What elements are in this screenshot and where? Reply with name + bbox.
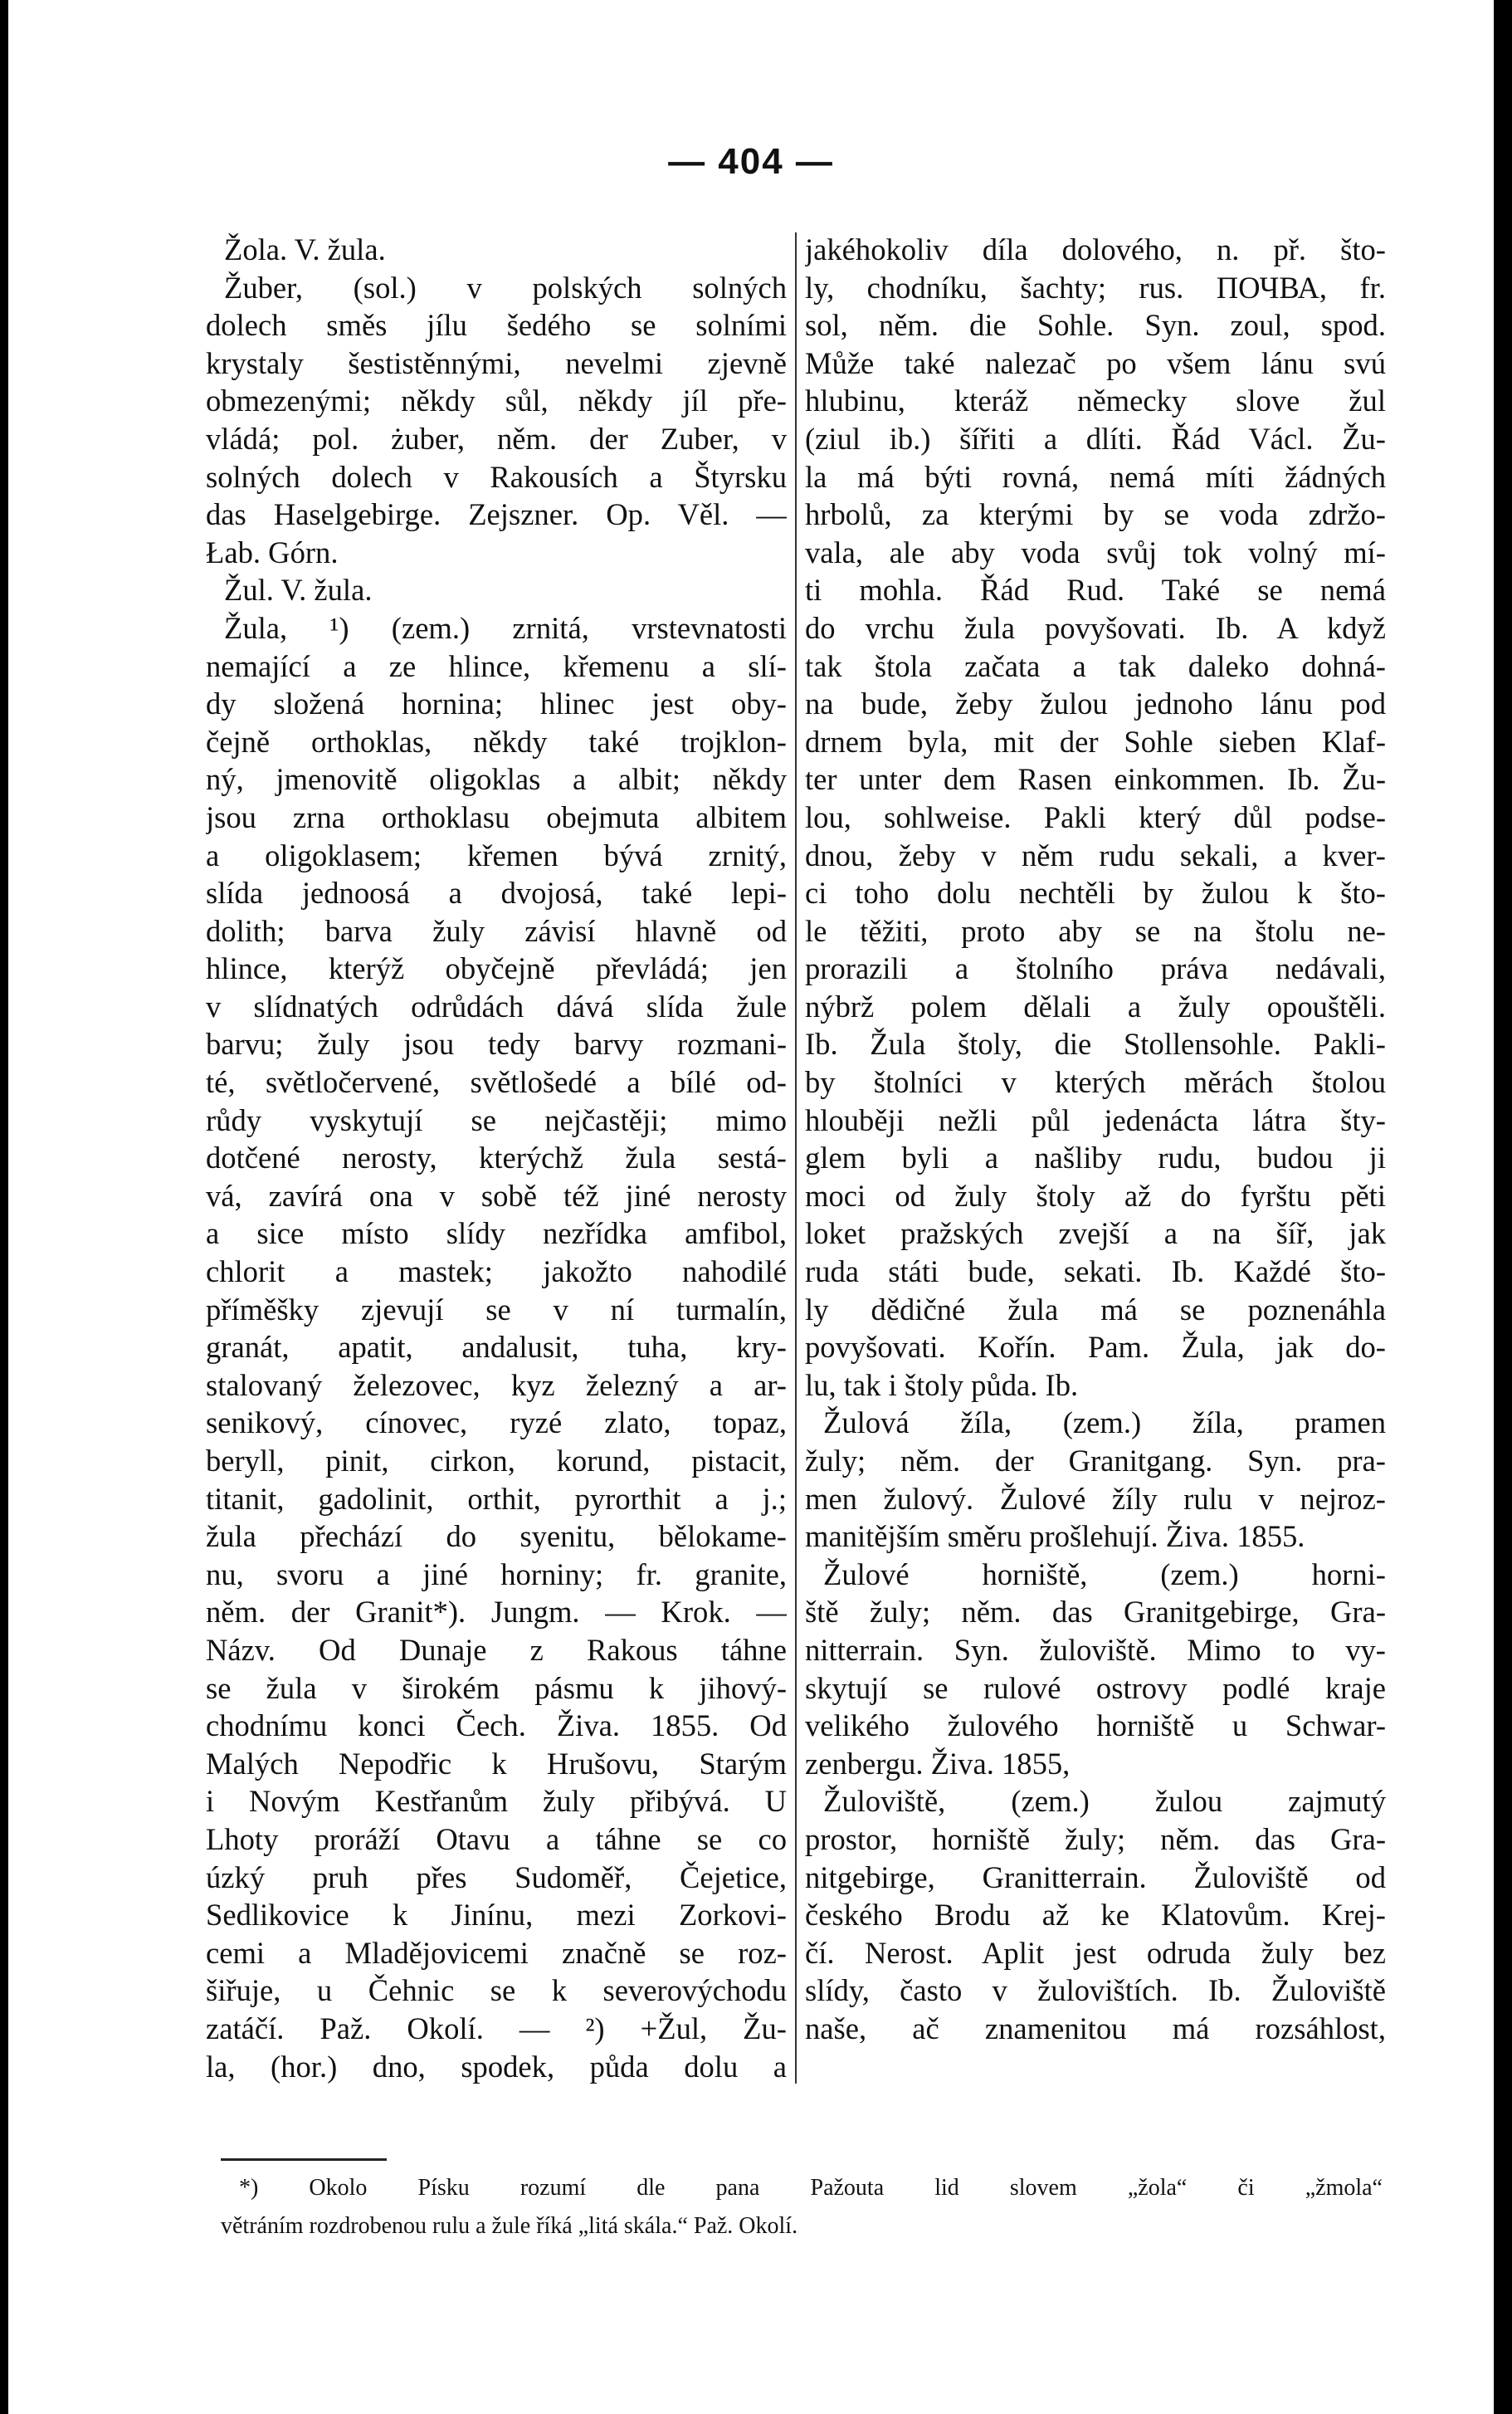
text-line: solných dolech v Rakousích a Štyrsku <box>206 459 787 494</box>
text-line: a sice místo slídy nezřídka amfibol, <box>206 1216 787 1251</box>
text-line: tak štola začata a tak daleko dohná- <box>805 648 1386 683</box>
text-line: a oligoklasem; křemen bývá zrnitý, <box>206 838 787 872</box>
footnote-rule <box>221 2158 387 2161</box>
text-line: i Novým Kestřanům žuly přibývá. U <box>206 1784 787 1819</box>
text-line: Žulová žíla, (zem.) žíla, pramen <box>823 1405 1386 1440</box>
text-line: hlouběji nežli půl jedenácta látra šty- <box>805 1102 1386 1137</box>
text-line: ti mohla. Řád Rud. Také se nemá <box>805 573 1386 608</box>
text-line: prostor, horniště žuly; něm. das Gra- <box>805 1821 1386 1856</box>
text-line: Žola. V. žula. <box>224 232 386 266</box>
text-line: chlorit a mastek; jakožto nahodilé <box>206 1254 787 1289</box>
text-line: moci od žuly štoly až do fyrštu pěti <box>805 1178 1386 1213</box>
text-line: vala, ale aby voda svůj tok volný mí- <box>805 535 1386 569</box>
text-line: cemi a Mladějovicemi značně se roz- <box>206 1935 787 1970</box>
footnote <box>221 2170 1383 2245</box>
text-line: té, světločervené, světlošedé a bílé od- <box>206 1065 787 1100</box>
text-line: (ziul ib.) šířiti a dlíti. Řád Václ. Žu- <box>805 421 1386 456</box>
text-line: v slídnatých odrůdách dává slída žule <box>206 989 787 1024</box>
text-line: ný, jmenovitě oligoklas a albit; někdy <box>206 762 787 797</box>
text-line: das Haselgebirge. Zejszner. Op. Věl. — <box>206 497 787 532</box>
footnote-line: *) Okolo Písku rozumí dle pana Pažouta lid slovem „žola“ či „žmola“ <box>239 2175 1383 2201</box>
text-line: beryll, pinit, cirkon, korund, pistacit, <box>206 1444 787 1478</box>
column-divider <box>795 232 797 2084</box>
text-line: něm. der Granit*). Jungm. — Krok. — <box>206 1595 787 1630</box>
text-line: chodnímu konci Čech. Živa. 1855. Od <box>206 1708 787 1743</box>
text-line: la, (hor.) dno, spodek, půda dolu a <box>206 2049 787 2084</box>
text-line: loket pražských zvejší a na šíř, jak <box>805 1216 1386 1251</box>
text-line: růdy vyskytují se nejčastěji; mimo <box>206 1102 787 1137</box>
text-line: obmezenými; někdy sůl, někdy jíl pře- <box>206 384 787 418</box>
text-line: Sedlikovice k Jinínu, mezi Zorkovi- <box>206 1898 787 1933</box>
text-line: českého Brodu až ke Klatovům. Krej- <box>805 1898 1386 1933</box>
text-line: žula přechází do syenitu, bělokame- <box>206 1519 787 1554</box>
text-line: men žulový. Žulové žíly rulu v nejroz- <box>805 1481 1386 1516</box>
page-number: — 404 — <box>668 141 834 182</box>
text-line: le těžiti, proto aby se na štolu ne- <box>805 913 1386 948</box>
text-line: vá, zavírá ona v sobě též jiné nerosty <box>206 1178 787 1213</box>
text-line: nemající a ze hlince, křemenu a slí- <box>206 648 787 683</box>
text-line: dotčené nerosty, kterýchž žula sestá- <box>206 1141 787 1175</box>
text-line: zatáčí. Paž. Okolí. — ²) +Žul, Žu- <box>206 2011 787 2045</box>
text-line: manitějším směru prošlehují. Živa. 1855. <box>805 1519 1305 1554</box>
text-line: čejně orthoklas, někdy také trojklon- <box>206 724 787 759</box>
text-line: dnou, žeby v něm rudu sekali, a kver- <box>805 838 1386 872</box>
text-line: lu, tak i štoly půda. Ib. <box>805 1367 1079 1402</box>
text-line: titanit, gadolinit, orthit, pyrorthit a j.; <box>206 1481 787 1516</box>
right-column <box>805 231 1386 2048</box>
text-line: Názv. Od Dunaje z Rakous táhne <box>206 1632 787 1667</box>
text-line: ter unter dem Rasen einkommen. Ib. Žu- <box>805 762 1386 797</box>
text-line: Žula, ¹) (zem.) zrnitá, vrstevnatosti <box>224 610 787 645</box>
text-line: hrbolů, za kterými by se voda zdržo- <box>805 497 1386 532</box>
text-line: velikého žulového horniště u Schwar- <box>805 1708 1386 1743</box>
text-line: Malých Nepodřic k Hrušovu, Starým <box>206 1746 787 1781</box>
text-line: jsou zrna orthoklasu obejmuta albitem <box>206 799 787 834</box>
text-line: nitgebirge, Granitterrain. Žuloviště od <box>805 1859 1386 1894</box>
text-line: dy složená hornina; hlinec jest oby- <box>206 687 787 721</box>
text-line: nýbrž polem dělali a žuly opouštěli. <box>805 989 1386 1024</box>
text-line: by štolníci v kterých měrách štolou <box>805 1065 1386 1100</box>
text-line: úzký pruh přes Sudoměř, Čejetice, <box>206 1859 787 1894</box>
text-line: jakéhokoliv díla dolového, n. př. što- <box>805 232 1386 266</box>
text-line: se žula v širokém pásmu k jihový- <box>206 1670 787 1705</box>
text-line: skytují se rulové ostrovy podlé kraje <box>805 1670 1386 1705</box>
text-line: ště žuly; něm. das Granitgebirge, Gra- <box>805 1595 1386 1630</box>
left-column <box>206 231 787 2085</box>
text-line: na bude, žeby žulou jednoho lánu pod <box>805 687 1386 721</box>
text-line: ly, chodníku, šachty; rus. ПОЧВА, fr. <box>805 270 1386 305</box>
text-line: Łab. Górn. <box>206 535 339 569</box>
text-line: Může také nalezač po všem lánu svú <box>805 345 1386 380</box>
text-line: krystaly šestistěnnými, nevelmi zjevně <box>206 345 787 380</box>
text-line: vládá; pol. żuber, něm. der Zuber, v <box>206 421 787 456</box>
text-line: ci toho dolu nechtěli by žulou k što- <box>805 876 1386 911</box>
text-line: ruda státi bude, sekati. Ib. Každé što- <box>805 1254 1386 1289</box>
text-line: nitterrain. Syn. žuloviště. Mimo to vy- <box>805 1632 1386 1667</box>
text-line: Žuloviště, (zem.) žulou zajmutý <box>823 1784 1386 1819</box>
text-line: prorazili a štolního práva nedávali, <box>805 951 1386 986</box>
text-line: barvu; žuly jsou tedy barvy rozmani- <box>206 1027 787 1062</box>
text-line: ly dědičné žula má se poznenáhla <box>805 1292 1386 1327</box>
text-line: sol, něm. die Sohle. Syn. zoul, spod. <box>805 308 1386 343</box>
text-line: do vrchu žula povyšovati. Ib. A když <box>805 610 1386 645</box>
text-line: naše, ač znamenitou má rozsáhlost, <box>805 2011 1386 2045</box>
text-line: dolith; barva žuly závisí hlavně od <box>206 913 787 948</box>
text-line: Ib. Žula štoly, die Stollensohle. Pakli- <box>805 1027 1386 1062</box>
text-line: nu, svoru a jiné horniny; fr. granite, <box>206 1556 787 1591</box>
text-line: Žuber, (sol.) v polských solných <box>224 270 787 305</box>
text-line: stalovaný železovec, kyz železný a ar- <box>206 1367 787 1402</box>
text-line: dolech směs jílu šedého se solními <box>206 308 787 343</box>
text-line: žuly; něm. der Granitgang. Syn. pra- <box>805 1444 1386 1478</box>
text-line: Lhoty proráží Otavu a táhne se co <box>206 1821 787 1856</box>
text-line: la má býti rovná, nemá míti žádných <box>805 459 1386 494</box>
text-line: glem byli a našliby rudu, budou ji <box>805 1141 1386 1175</box>
text-line: zenbergu. Živa. 1855, <box>805 1746 1071 1781</box>
text-line: senikový, cínovec, ryzé zlato, topaz, <box>206 1405 787 1440</box>
text-line: drnem byla, mit der Sohle sieben Klaf- <box>805 724 1386 759</box>
text-line: Žul. V. žula. <box>224 573 373 608</box>
text-line: hlubinu, kteráž německy slove žul <box>805 384 1386 418</box>
text-line: lou, sohlweise. Pakli který důl podse- <box>805 799 1386 834</box>
text-line: Žulové horniště, (zem.) horni- <box>823 1556 1386 1591</box>
book-page <box>8 0 1494 2414</box>
text-line: granát, apatit, andalusit, tuha, kry- <box>206 1330 787 1365</box>
text-line: čí. Nerost. Aplit jest odruda žuly bez <box>805 1935 1386 1970</box>
text-line: hlince, kterýž obyčejně převládá; jen <box>206 951 787 986</box>
text-line: příměšky zjevují se v ní turmalín, <box>206 1292 787 1327</box>
text-line: povyšovati. Kořín. Pam. Žula, jak do- <box>805 1330 1386 1365</box>
text-line: šiřuje, u Čehnic se k severovýchodu <box>206 1973 787 2008</box>
text-line: slída jednoosá a dvojosá, také lepi- <box>206 876 787 911</box>
text-line: slídy, často v žulovištích. Ib. Žuloviště <box>805 1973 1386 2008</box>
footnote-line: větráním rozdrobenou rulu a žule říká „litá skála.“ Paž. Okolí. <box>221 2212 798 2239</box>
